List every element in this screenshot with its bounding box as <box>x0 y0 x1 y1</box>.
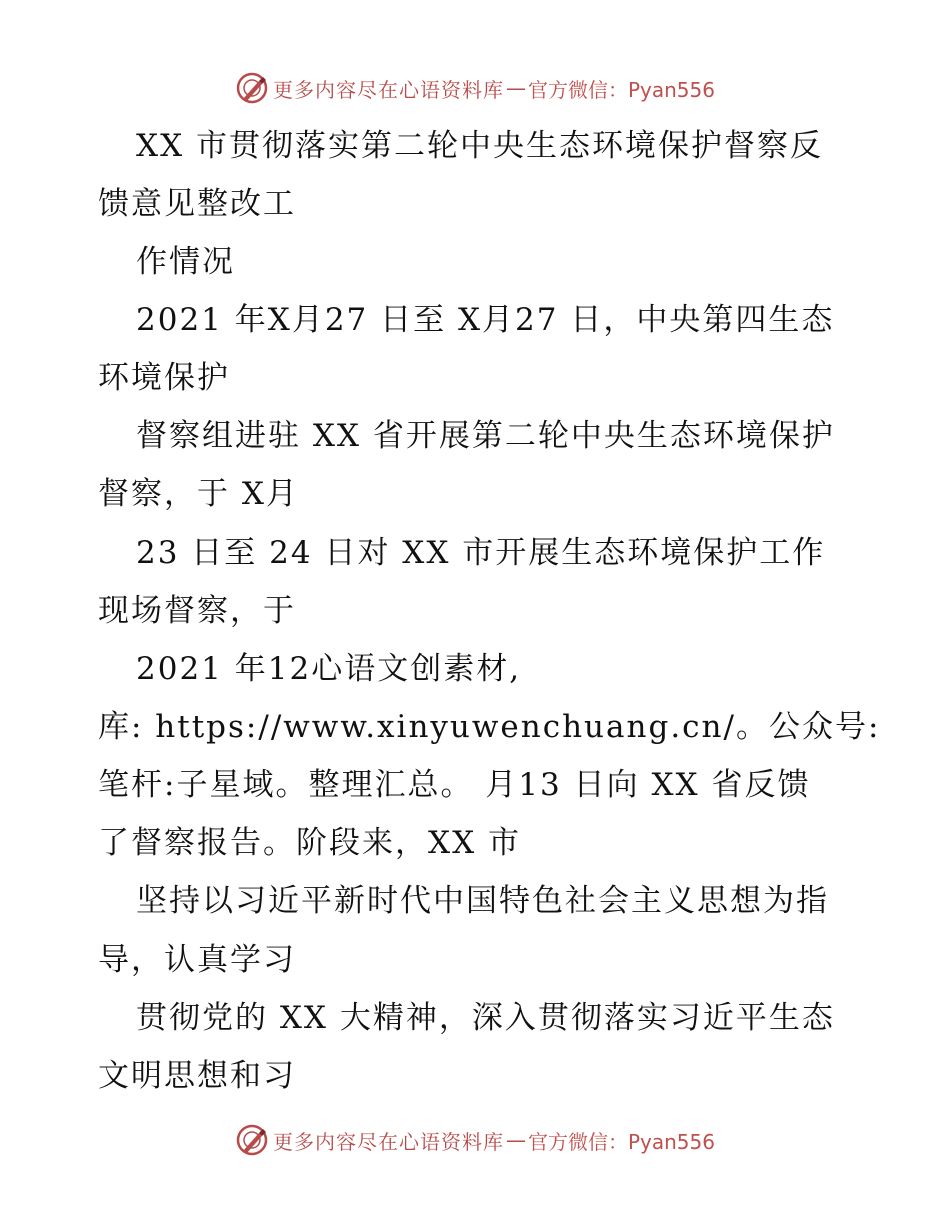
doc-line: 2021 年12心语文创素材, <box>136 651 522 687</box>
banner-separator: — <box>505 1128 526 1152</box>
banner-separator: — <box>505 76 526 100</box>
doc-line: 馈意见整改工 <box>98 186 296 222</box>
doc-line: 库: https://www.xinyuwenchuang.cn/。公众号: <box>98 709 881 745</box>
banner-title: 更多内容尽在心语资料库 <box>272 1129 504 1154</box>
doc-line: 环境保护 <box>98 360 230 396</box>
header-watermark-banner <box>0 68 950 108</box>
doc-line: 坚持以习近平新时代中国特色社会主义思想为指 <box>136 883 829 919</box>
pen-logo-icon <box>235 1123 269 1157</box>
doc-line: 23 日至 24 日对 XX 市开展生态环境保护工作 <box>136 535 826 571</box>
doc-line: 文明思想和习 <box>98 1058 296 1094</box>
doc-line: 现场督察，于 <box>98 593 296 629</box>
banner-title: 更多内容尽在心语资料库 <box>272 77 504 102</box>
doc-line: 2021 年X月27 日至 X月27 日，中央第四生态 <box>136 302 835 338</box>
doc-line: 督察，于 X月 <box>98 476 299 512</box>
banner-wechat: 官方微信：Pyan556 <box>527 77 715 102</box>
banner-wechat: 官方微信：Pyan556 <box>527 1129 715 1154</box>
doc-line: 贯彻党的 XX 大精神，深入贯彻落实习近平生态 <box>136 1000 835 1036</box>
pen-logo-icon <box>235 71 269 105</box>
doc-line: 作情况 <box>136 244 235 280</box>
footer-watermark-banner <box>0 1120 950 1160</box>
doc-line: 导，认真学习 <box>98 942 296 978</box>
doc-line: 督察组进驻 XX 省开展第二轮中央生态环境保护 <box>136 418 835 454</box>
doc-line: 笔杆:子星域。整理汇总。 月13 日向 XX 省反馈 <box>98 767 811 803</box>
doc-line: 了督察报告。阶段来，XX 市 <box>98 825 521 861</box>
doc-line: XX 市贯彻落实第二轮中央生态环境保护督察反 <box>136 128 823 164</box>
